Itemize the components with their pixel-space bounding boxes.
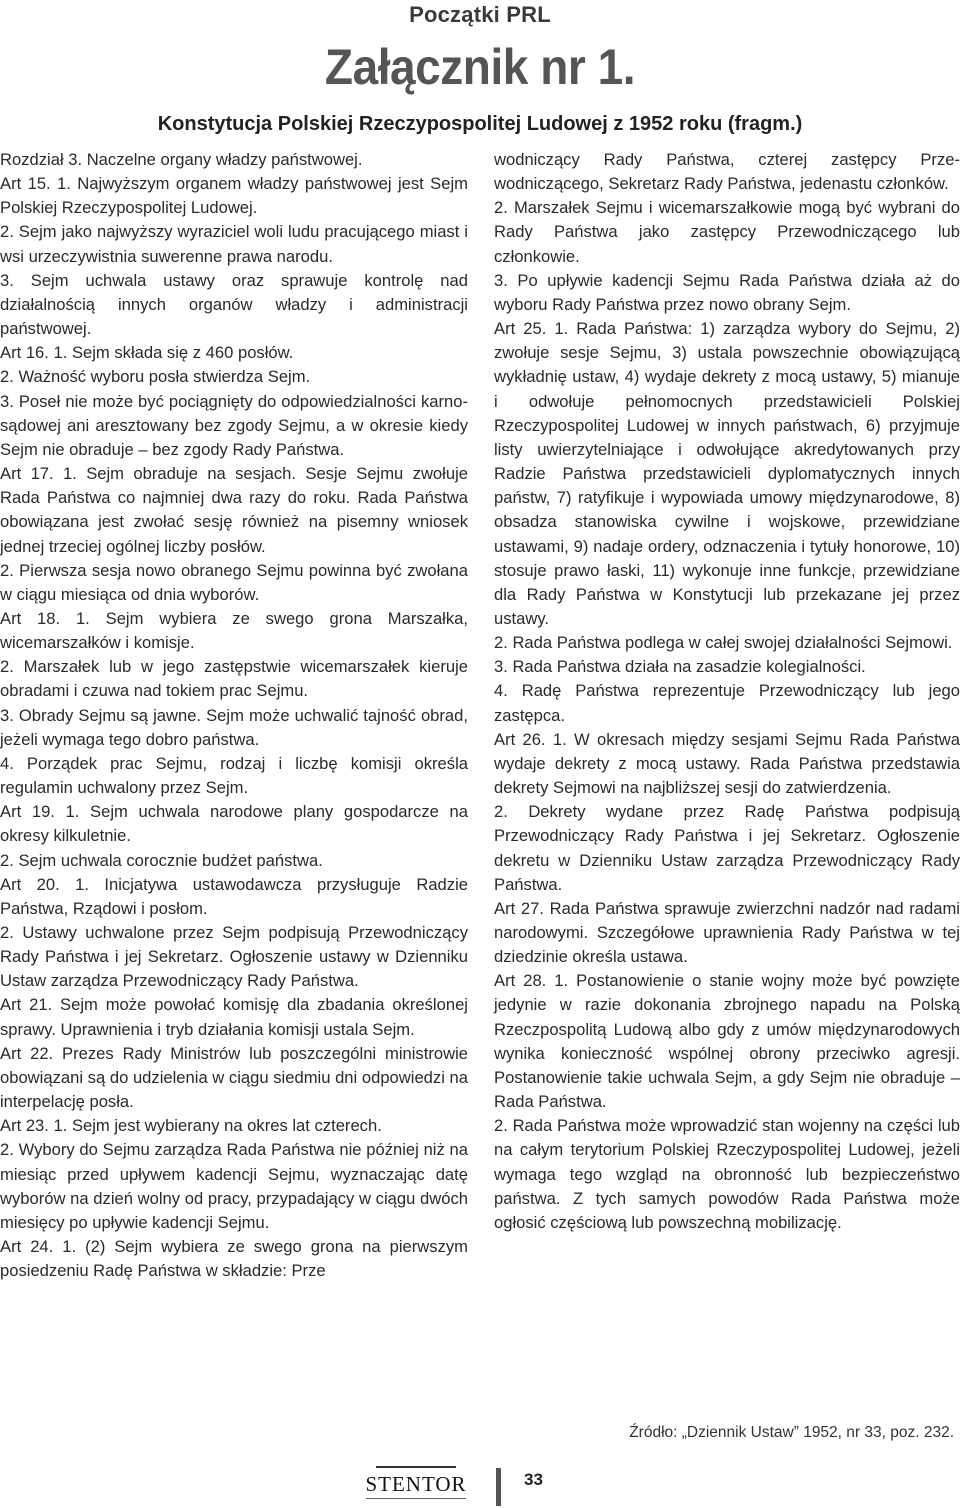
- left-column: [0, 148, 468, 1283]
- paragraph: Art 19. 1. Sejm uchwala narodowe plany gospodarcze na okresy kilkuletnie.: [0, 802, 468, 846]
- paragraph: 3. Po upływie kadencji Sejmu Rada Państwa działa aż do wyboru Rady Państwa przez nowo obrany Sejm.: [494, 270, 960, 314]
- logo-underline: [366, 1498, 466, 1499]
- paragraph: 2. Marszałek Sejmu i wicemarszałkowie mogą być wybrani do Rady Państwa jako zastępcy Przewodniczącego lub członkowie.: [494, 198, 960, 266]
- paragraph: Art 27. Rada Państwa sprawuje zwierzchni nadzór nad radami narodowymi. Szczegółowe uprawnienia Rady Państwa w tej dziedzinie określa ustawa.: [494, 898, 960, 967]
- paragraph: 3. Poseł nie może być pociągnięty do odpowiedzialności karno-sądowej ani aresztowany bez zgody Sejmu, a w okresie kiedy Sejm nie obraduje – bez zgody Rady Państwa.: [0, 391, 468, 459]
- paragraph: 4. Porządek prac Sejmu, rodzaj i liczbę komisji określa regulamin uchwalony przez Sejm.: [0, 753, 468, 798]
- paragraph: Art 25. 1. Rada Państwa: 1) zarządza wybory do Sejmu, 2) zwołuje sesje Sejmu, 3) ustala powszechnie obowiązującą wykładnię ustaw, 4) wydaje dekrety z mocą ustawy, 5) mianuje i odwołuje pełnomocnych przedstawicieli Polskiej Rzeczypospolitej Ludowej w innych państwach, 6) przyjmuje listy uwierzytelniające i odwołujące akredytowanych przy Radzie Państwa przedstawicieli dyplomatycznych innych państw, 7) ratyfikuje i wypowiada umowy międzynarodowe, 8) obsadza stanowiska cywilne i wojskowe, przewidziane ustawami, 9) nadaje ordery, odznaczenia i tytuły honorowe, 10) stosuje prawo łaski, 11) wykonuje inne funkcje, przewidziane dla Rady Państwa w Konstytucji lub przekazane jej przez ustawy.: [494, 319, 960, 628]
- paragraph: 2. Pierwsza sesja nowo obranego Sejmu powinna być zwołana w ciągu miesiąca od dnia wyborów.: [0, 560, 468, 604]
- paragraph: wodniczący Rady Państwa, czterej zastępcy Przewodniczącego, Sekretarz Rady Państwa, jedenastu członków.: [494, 150, 960, 194]
- paragraph: 2. Sejm jako najwyższy wyraziciel woli ludu pracującego miast i wsi urzeczywistnia suwerenne prawa narodu.: [0, 222, 468, 266]
- paragraph: Art 22. Prezes Rady Ministrów lub poszczególni ministrowie obowiązani są do udzielenia w ciągu siedmiu dni odpowiedzi na interpelację posła.: [0, 1043, 468, 1112]
- paragraph: 2. Ważność wyboru posła stwierdza Sejm.: [0, 367, 311, 387]
- paragraph: Art 23. 1. Sejm jest wybierany na okres lat czterech.: [0, 1116, 382, 1136]
- paragraph: Art 15. 1. Najwyższym organem władzy państwowej jest Sejm Polskiej Rzeczypospolitej Ludowej.: [0, 174, 468, 218]
- logo-rule: [376, 1466, 456, 1468]
- paragraph: Art 17. 1. Sejm obraduje na sesjach. Sesje Sejmu zwołuje Rada Państwa co najmniej dwa razy do roku. Rada Państwa obowiązana jest zwołać sesję również na pisemny wniosek jednej trzeciej ogólnej liczby posłów.: [0, 464, 468, 556]
- paragraph: 2. Rada Państwa podlega w całej swojej działalności Sejmowi.: [494, 633, 953, 653]
- paragraph: 2. Rada Państwa może wprowadzić stan wojenny na części lub na całym terytorium Polskiej Rzeczypospolitej Ludowej, jeżeli wymaga tego wzgląd na obronność lub bezpieczeństwo państwa. Z tych samych powodów Rada Państwa może ogłosić częściową lub powszechną mobilizację.: [494, 1116, 960, 1232]
- source-citation: Źródło: „Dziennik Ustaw” 1952, nr 33, poz. 232.: [629, 1424, 954, 1441]
- paragraph: Rozdział 3. Naczelne organy władzy państwowej.: [0, 150, 363, 169]
- right-column: [494, 148, 960, 1235]
- paragraph: 3. Obrady Sejmu są jawne. Sejm może uchwalić tajność obrad, jeżeli wymaga tego dobro państwa.: [0, 705, 468, 749]
- paragraph: 2. Sejm uchwala corocznie budżet państwa.: [0, 850, 323, 870]
- paragraph: Art 26. 1. W okresach między sesjami Sejmu Rada Państwa wydaje dekrety z mocą ustawy. Rada Państwa przedstawia dekrety Sejmowi na najbliższej sesji do zatwierdzenia.: [494, 729, 960, 798]
- paragraph: Art 20. 1. Inicjatywa ustawodawcza przysługuje Radzie Państwa, Rządowi i posłom.: [0, 874, 468, 918]
- paragraph: 4. Radę Państwa reprezentuje Przewodniczący lub jego zastępca.: [494, 681, 960, 725]
- document-subtitle: Konstytucja Polskiej Rzeczypospolitej Ludowej z 1952 roku (fragm.): [157, 113, 803, 135]
- page-number-bar: [496, 1468, 501, 1506]
- paragraph: 2. Marszałek lub w jego zastępstwie wicemarszałek kieruje obradami i czuwa nad tokiem prac Sejmu.: [0, 657, 468, 701]
- page-number: 33: [524, 1470, 543, 1489]
- paragraph: 2. Dekrety wydane przez Radę Państwa podpisują Przewodniczący Rady Państwa i jej Sekretarz. Ogłoszenie dekretu w Dzienniku Ustaw zarządza Przewodniczący Rady Państwa.: [494, 802, 960, 894]
- paragraph: Art 16. 1. Sejm składa się z 460 posłów.: [0, 343, 294, 363]
- paragraph: 3. Rada Państwa działa na zasadzie kolegialności.: [494, 657, 866, 677]
- section-header: Początki PRL: [409, 2, 551, 27]
- paragraph: 2. Ustawy uchwalone przez Sejm podpisują Przewodniczący Rady Państwa i jej Sekretarz. Ogłoszenie ustawy w Dzienniku Ustaw zarządza Przewodniczący Rady Państwa.: [0, 923, 468, 991]
- paragraph: Art 28. 1. Postanowienie o stanie wojny może być powzięte jedynie w razie dokonania zbrojnego napadu na Polską Rzeczpospolitą Ludową albo gdy z umów międzynarodowych wynika konieczność wspólnej obrony przeciwko agresji. Postanowienie takie uchwala Sejm, a gdy Sejm nie obraduje – Rada Państwa.: [494, 971, 960, 1112]
- paragraph: Art 21. Sejm może powołać komisję dla zbadania określonej sprawy. Uprawnienia i tryb działania komisji ustala Sejm.: [0, 995, 468, 1039]
- page-title: Załącznik nr 1.: [324, 39, 636, 95]
- publisher-logo: [346, 1458, 486, 1504]
- paragraph: Art 18. 1. Sejm wybiera ze swego grona Marszałka, wicemarszałków i komisje.: [0, 608, 468, 653]
- paragraph: 2. Wybory do Sejmu zarządza Rada Państwa nie później niż na miesiąc przed upływem kadencji Sejmu, wyznaczając datę wyborów na dzień wolny od pracy, przypadający w ciągu dwóch miesięcy po upływie kadencji Sejmu.: [0, 1140, 468, 1232]
- paragraph: Art 24. 1. (2) Sejm wybiera ze swego grona na pierwszym posiedzeniu Radę Państwa w składzie: Prze: [0, 1237, 468, 1281]
- publisher-name: STENTOR: [365, 1472, 467, 1496]
- paragraph: 3. Sejm uchwala ustawy oraz sprawuje kontrolę nad działalnością innych organów władzy i administracji państwowej.: [0, 270, 468, 339]
